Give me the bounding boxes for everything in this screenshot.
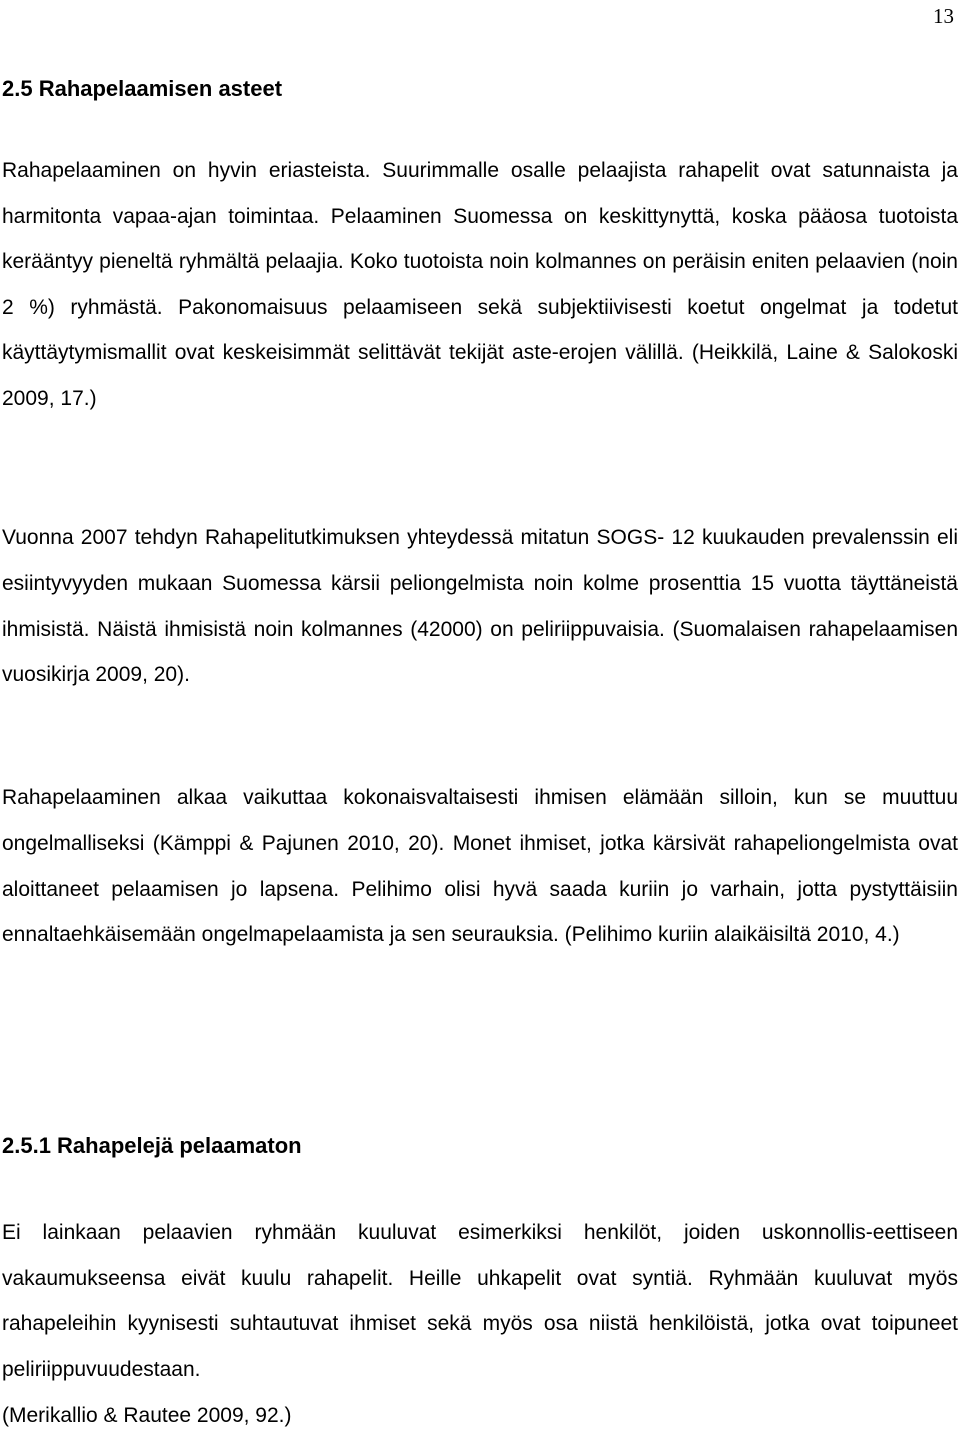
body-paragraph: Vuonna 2007 tehdyn Rahapelitutkimuksen yhteydessä mitatun SOGS- 12 kuukauden prevalenssin eli esiintyvyyden mukaan Suomessa kärsii peliongelmista noin kolme prosenttia 15 vuotta täyttäneistä ihmisistä. Näistä ihmisistä noin kolmannes (42000) on peliriippuvaisia. (Suomalaisen rahapelaamisen vuosikirja 2009, 20). [2,526,958,687]
body-paragraph: Rahapelaaminen alkaa vaikuttaa kokonaisvaltaisesti ihmisen elämään silloin, kun se muuttuu ongelmalliseksi (Kämppi & Pajunen 2010, 20). Monet ihmiset, jotka kärsivät rahapeliongelmista ovat aloittaneet pelaamisen jo lapsena. Pelihimo olisi hyvä saada kuriin jo varhain, jotta pystyttäisiin ennaltaehkäisemään ongelmapelaamista ja sen seurauksia. (Pelihimo kuriin alaikäisiltä 2010, 4.) [2,786,958,947]
body-paragraph: Rahapelaaminen on hyvin eriasteista. Suurimmalle osalle pelaajista rahapelit ovat satunnaista ja harmitonta vapaa-ajan toimintaa. Pelaaminen Suomessa on keskittynyttä, koska pääosa tuotoista kerääntyy pieneltä ryhmältä pelaajia. Koko tuotoista noin kolmannes on peräisin eniten pelaavien (noin 2 %) ryhmästä. Pakonomaisuus pelaamiseen sekä subjektiivisesti koetut ongelmat ja todetut käyttäytymismallit ovat keskeisimmät selittävät tekijät aste-erojen välillä. (Heikkilä, Laine & Salokoski 2009, 17.) [2,159,958,410]
citation-line: (Merikallio & Rautee 2009, 92.) [2,1404,292,1427]
section-heading: 2.5 Rahapelaamisen asteet [2,76,283,101]
subsection-heading: 2.5.1 Rahapelejä pelaamaton [2,1133,302,1158]
page-number: 13 [933,4,954,28]
body-paragraph: Ei lainkaan pelaavien ryhmään kuuluvat esimerkiksi henkilöt, joiden uskonnollis-eettiseen vakaumukseensa eivät kuulu rahapelit. Heille uhkapelit ovat syntiä. Ryhmään kuuluvat myös rahapeleihin kyynisesti suhtautuvat ihmiset sekä myös osa niistä henkilöistä, jotka ovat toipuneet peliriippuvuudestaan. [2,1221,958,1381]
